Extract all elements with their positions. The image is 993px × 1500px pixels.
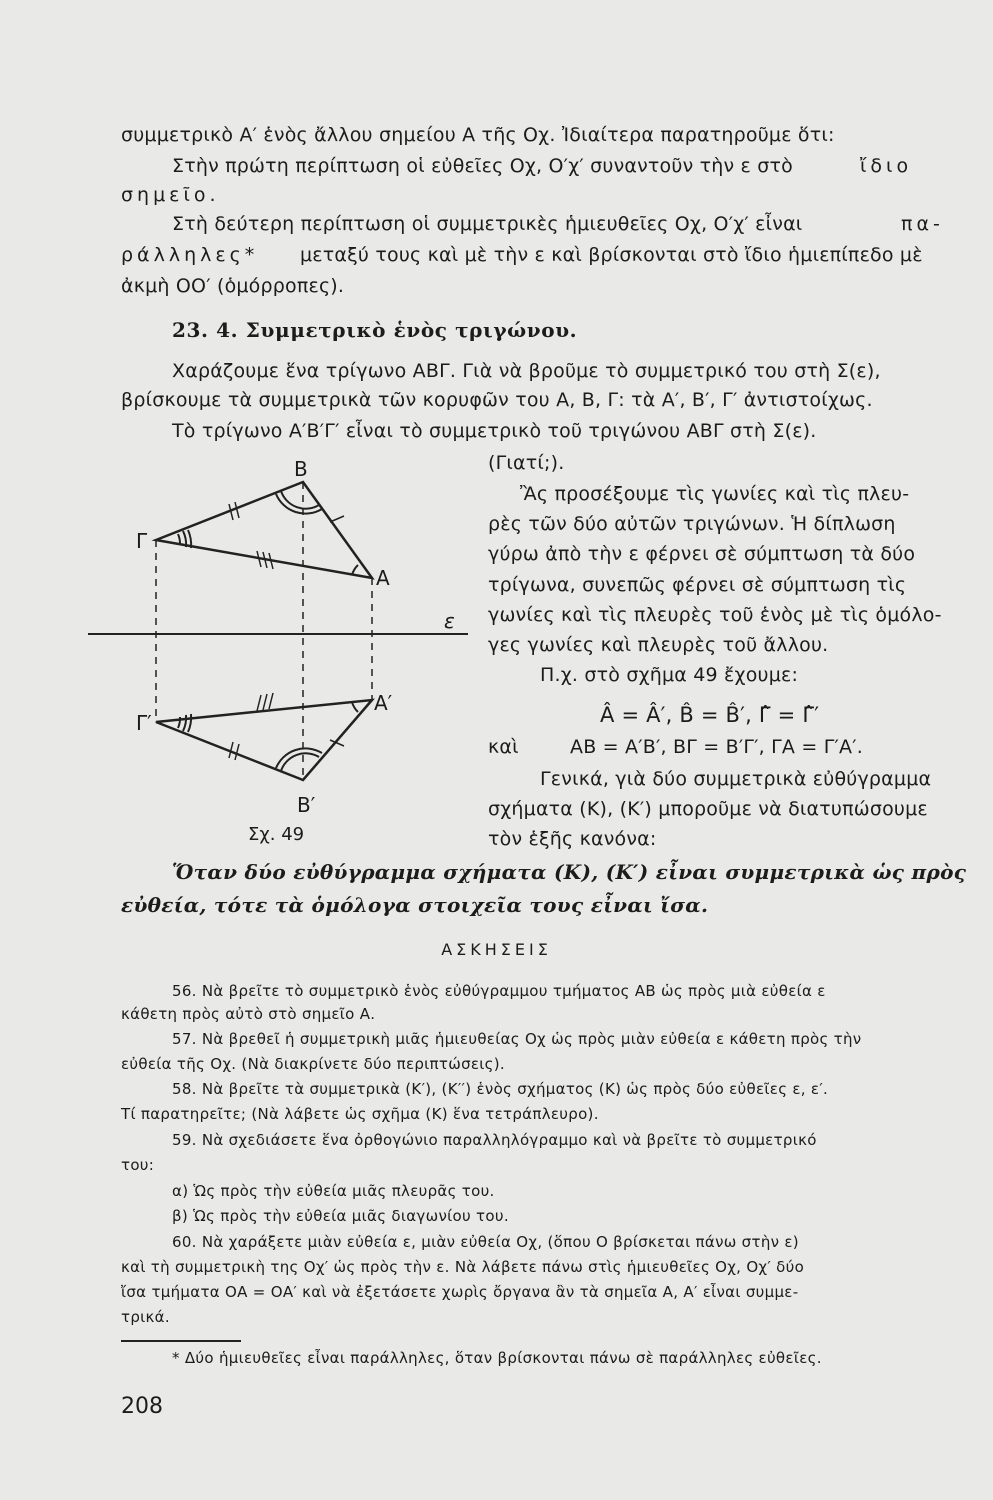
- paragraph-line: Π.χ. στὸ σχῆμα 49 ἔχουμε:: [540, 664, 799, 686]
- angle-arc-A: [352, 565, 358, 575]
- paragraph-line: βρίσκουμε τὰ συμμετρικὰ τῶν κορυφῶν του Α, Β, Γ: τὰ Α′, Β′, Γ′ ἀντιστοίχως.: [121, 389, 873, 411]
- tick-mark: [263, 694, 267, 710]
- angle-arc-Ap: [352, 702, 358, 712]
- paragraph-line: Τὸ τρίγωνο Α′Β′Γ′ εἶναι τὸ συμμετρικὸ τοῦ τριγώνου ΑΒΓ στὴ Σ(ε).: [172, 420, 817, 442]
- paragraph-line: Στὴ δεύτερη περίπτωση οἱ συμμετρικὲς ἡμιευθεῖες Οχ, Ο′χ′ εἶναι: [172, 213, 803, 235]
- paragraph-line: γωνίες καὶ τὶς πλευρὲς τοῦ ἑνὸς μὲ τὶς ὁμόλο-: [488, 604, 942, 626]
- exercise-line: 57. Νὰ βρεθεῖ ἡ συμμετρικὴ μιᾶς ἡμιευθείας Οχ ὡς πρὸς μιὰν εὐθεία ε κάθετη πρὸς τὴν: [172, 1030, 862, 1048]
- page-number: 208: [121, 1394, 163, 1419]
- exercise-line: 59. Νὰ σχεδιάσετε ἕνα ὀρθογώνιο παραλληλόγραμμο καὶ νὰ βρεῖτε τὸ συμμετρικό: [172, 1131, 817, 1149]
- exercise-line: 58. Νὰ βρεῖτε τὰ συμμετρικὰ (Κ′), (Κ′′) ἑνὸς σχήματος (Κ) ὡς πρὸς δύο εὐθεῖες ε, ε′.: [172, 1080, 829, 1098]
- tick-mark: [330, 516, 344, 522]
- exercise-line: β) Ὡς πρὸς τὴν εὐθεία μιᾶς διαγωνίου του.: [172, 1207, 509, 1225]
- label-B: B: [294, 457, 308, 481]
- paragraph-line: γες γωνίες καὶ πλευρὲς τοῦ ἄλλου.: [488, 634, 829, 656]
- label-Ap: Α′: [374, 691, 393, 715]
- exercise-line: α) Ὡς πρὸς τὴν εὐθεία μιᾶς πλευρᾶς του.: [172, 1182, 495, 1200]
- exercise-line: 56. Νὰ βρεῖτε τὸ συμμετρικὸ ἑνὸς εὐθύγραμμου τμήματος ΑΒ ὡς πρὸς μιὰ εὐθεία ε: [172, 982, 826, 1000]
- paragraph-line: γύρω ἀπὸ τὴν ε φέρνει σὲ σύμπτωση τὰ δύο: [488, 543, 916, 565]
- emphasis-text: ἴδιο: [860, 155, 913, 177]
- paragraph-line: ρὲς τῶν δύο αὐτῶν τριγώνων. Ἡ δίπλωση: [488, 513, 896, 535]
- exercise-line: του:: [121, 1156, 155, 1174]
- figure-49: [80, 455, 490, 855]
- angle-arc-Gp: [183, 715, 186, 731]
- tick-mark: [235, 502, 239, 518]
- exercise-line: 60. Νὰ χαράξετε μιὰν εὐθεία ε, μιὰν εὐθεία Οχ, (ὅπου Ο βρίσκεται πάνω στὴν ε): [172, 1233, 799, 1251]
- figure-caption: Σχ. 49: [248, 824, 305, 845]
- label-e: ε: [444, 609, 455, 633]
- paragraph-line: μεταξύ τους καὶ μὲ τὴν ε καὶ βρίσκονται στὸ ἴδιο ἡμιεπίπεδο μὲ: [300, 244, 923, 266]
- paragraph-line: συμμετρικὸ Α′ ἑνὸς ἄλλου σημείου Α τῆς Οχ. Ἰδιαίτερα παρατηροῦμε ὅτι:: [121, 124, 835, 146]
- tick-mark: [235, 744, 239, 760]
- exercises-heading: ΑΣΚΗΣΕΙΣ: [441, 940, 552, 959]
- rule-statement: εὐθεία, τότε τὰ ὁμόλογα στοιχεῖα τους εἶναι ἴσα.: [121, 893, 709, 917]
- paragraph-line: καὶ: [488, 736, 519, 758]
- footnote-divider: [121, 1340, 241, 1342]
- exercise-line: ἴσα τμήματα ΟΑ = ΟΑ′ καὶ νὰ ἐξετάσετε χωρὶς ὄργανα ἂν τὰ σημεῖα Α, Α′ εἶναι συμμε-: [121, 1283, 799, 1301]
- angle-equalities: Â = Â′, B̂ = B̂′, Γ̂ = Γ̂′: [600, 703, 820, 727]
- paragraph-line: (Γιατί;).: [488, 452, 565, 474]
- triangle-ApBpGp: [156, 700, 372, 780]
- section-heading: 23. 4. Συμμετρικὸ ἑνὸς τριγώνου.: [172, 318, 578, 342]
- paragraph-line: Χαράζουμε ἕνα τρίγωνο ΑΒΓ. Γιὰ νὰ βροῦμε τὸ συμμετρικό του στὴ Σ(ε),: [172, 360, 881, 382]
- label-A: A: [376, 566, 390, 590]
- exercise-line: εὐθεία τῆς Οχ. (Νὰ διακρίνετε δύο περιπτώσεις).: [121, 1055, 505, 1073]
- side-equalities: ΑΒ = Α′Β′, ΒΓ = Β′Γ′, ΓΑ = Γ′Α′.: [570, 736, 863, 758]
- emphasis-text: πα-: [901, 213, 944, 235]
- angle-arc-Gp: [188, 714, 191, 732]
- footnote: * Δύο ἡμιευθεῖες εἶναι παράλληλες, ὅταν βρίσκονται πάνω σὲ παράλληλες εὐθεῖες.: [172, 1349, 822, 1367]
- label-Gp: Γ′: [136, 711, 152, 735]
- exercise-line: τρικά.: [121, 1308, 170, 1326]
- rule-statement: Ὅταν δύο εὐθύγραμμα σχήματα (Κ), (Κ′) εἶναι συμμετρικὰ ὡς πρὸς: [172, 860, 967, 884]
- tick-mark: [257, 695, 261, 711]
- label-G: Γ: [136, 529, 148, 553]
- paragraph-line: Ἂς προσέξουμε τὶς γωνίες καὶ τὶς πλευ-: [520, 483, 910, 505]
- label-Bp: Β′: [297, 793, 316, 817]
- paragraph-line: τρίγωνα, συνεπῶς φέρνει σὲ σύμπτωση τὶς: [488, 574, 907, 596]
- exercise-line: καὶ τὴ συμμετρικὴ της Οχ′ ὡς πρὸς τὴν ε. Νὰ λάβετε πάνω στὶς ἡμιευθεῖες Οχ, Οχ′ δύο: [121, 1258, 805, 1276]
- emphasis-text: ράλληλες*: [121, 244, 259, 266]
- paragraph-line: Γενικά, γιὰ δύο συμμετρικὰ εὐθύγραμμα: [540, 768, 932, 790]
- paragraph-line: Στὴν πρώτη περίπτωση οἱ εὐθεῖες Οχ, Ο′χ′ συναντοῦν τὴν ε στὸ: [172, 155, 793, 177]
- tick-mark: [269, 693, 273, 709]
- exercise-line: Τί παρατηρεῖτε; (Νὰ λάβετε ὡς σχῆμα (Κ) ἕνα τετράπλευρο).: [121, 1105, 599, 1123]
- angle-arc-B: [281, 491, 319, 509]
- paragraph-line: ἀκμὴ ΟΟ′ (ὁμόρροπες).: [121, 275, 345, 297]
- emphasis-text: σημεῖο.: [121, 184, 220, 206]
- exercise-line: κάθετη πρὸς αὐτὸ στὸ σημεῖο Α.: [121, 1005, 376, 1023]
- paragraph-line: τὸν ἑξῆς κανόνα:: [488, 828, 657, 850]
- paragraph-line: σχήματα (Κ), (Κ′) μποροῦμε νὰ διατυπώσουμε: [488, 798, 928, 820]
